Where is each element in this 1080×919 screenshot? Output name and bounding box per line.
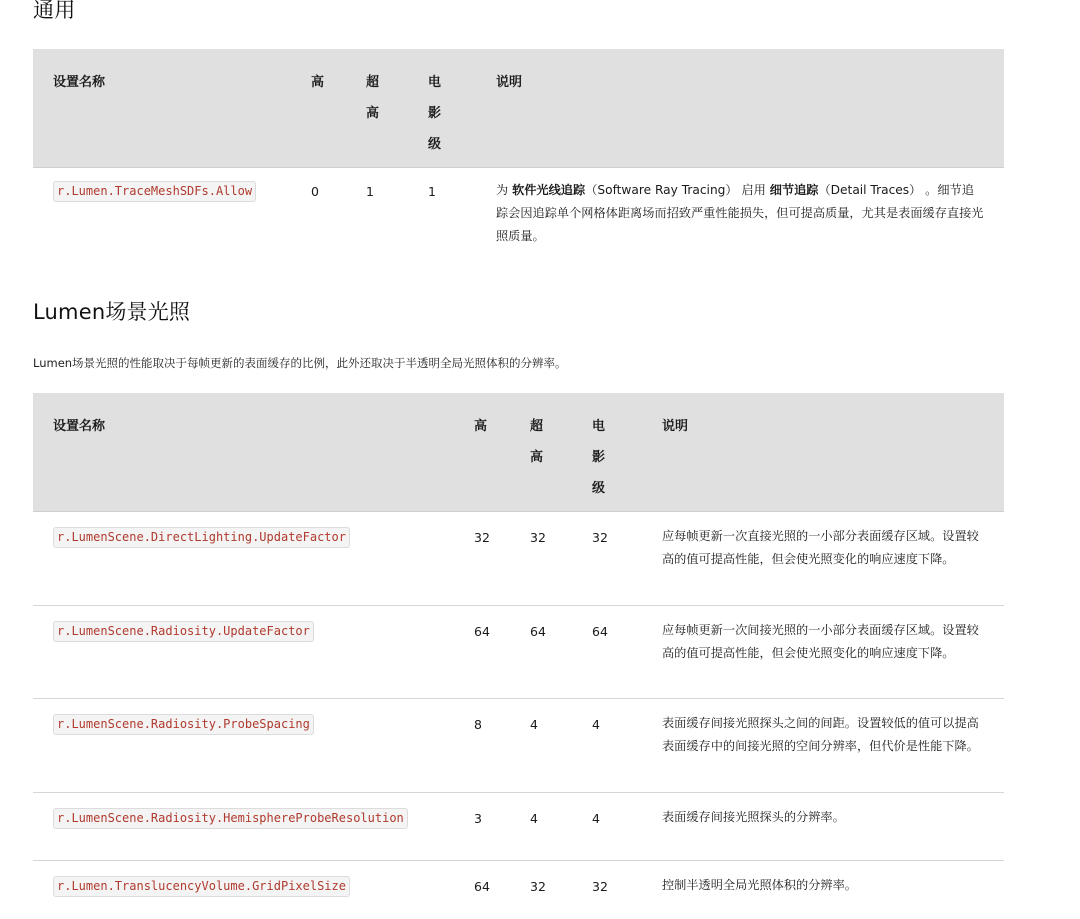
value-cinematic: 1 bbox=[428, 184, 436, 199]
term-software-ray-tracing: 软件光线追踪 bbox=[512, 183, 586, 197]
table-header bbox=[33, 393, 1004, 512]
section-intro: Lumen场景光照的性能取决于每帧更新的表面缓存的比例，此外还取决于半透明全局光照体积的分辨率。 bbox=[33, 356, 567, 370]
description: 表面缓存间接光照探头的分辨率。 bbox=[662, 810, 845, 824]
table-row bbox=[33, 793, 1004, 861]
value-high: 8 bbox=[474, 717, 482, 732]
description: 应每帧更新一次直接光照的一小部分表面缓存区域。设置较高的值可提高性能，但会使光照变化的响应速度下降。 bbox=[662, 529, 979, 566]
value-cinematic: 4 bbox=[592, 717, 600, 732]
value-high: 3 bbox=[474, 811, 482, 826]
table-row bbox=[33, 699, 1004, 793]
value-epic: 4 bbox=[530, 717, 538, 732]
settings-table-general bbox=[33, 49, 1004, 268]
header-description: 说明 bbox=[496, 75, 523, 90]
header-epic: 超 高 bbox=[366, 75, 380, 121]
section-heading-general: 通用 bbox=[33, 0, 76, 22]
value-high: 0 bbox=[311, 184, 319, 199]
value-cinematic: 64 bbox=[592, 624, 608, 639]
value-high: 32 bbox=[474, 530, 490, 545]
setting-name-code: r.LumenScene.DirectLighting.UpdateFactor bbox=[53, 527, 350, 548]
value-cinematic: 32 bbox=[592, 879, 608, 894]
value-epic: 32 bbox=[530, 530, 546, 545]
setting-name-code: r.LumenScene.Radiosity.UpdateFactor bbox=[53, 621, 314, 642]
setting-name-code: r.LumenScene.Radiosity.ProbeSpacing bbox=[53, 714, 314, 735]
header-description: 说明 bbox=[662, 419, 689, 434]
value-epic: 4 bbox=[530, 811, 538, 826]
header-high: 高 bbox=[474, 419, 488, 434]
section-heading-scene-lighting: Lumen场景光照 bbox=[33, 300, 191, 324]
header-setting-name: 设置名称 bbox=[53, 419, 106, 434]
description: 应每帧更新一次间接光照的一小部分表面缓存区域。设置较高的值可提高性能，但会使光照变化的响应速度下降。 bbox=[662, 623, 979, 660]
description: 控制半透明全局光照体积的分辨率。 bbox=[662, 878, 857, 892]
description: 表面缓存间接光照探头之间的间距。设置较低的值可以提高表面缓存中的间接光照的空间分辨率，但代价是性能下降。 bbox=[662, 716, 979, 753]
value-epic: 1 bbox=[366, 184, 374, 199]
value-high: 64 bbox=[474, 879, 490, 894]
header-setting-name: 设置名称 bbox=[53, 75, 106, 90]
header-cinematic: 电 影 级 bbox=[592, 419, 606, 496]
header-high: 高 bbox=[311, 75, 325, 90]
value-cinematic: 4 bbox=[592, 811, 600, 826]
term-detail-traces: 细节追踪 bbox=[769, 183, 819, 197]
table-header bbox=[33, 49, 1004, 168]
value-epic: 64 bbox=[530, 624, 546, 639]
table-row bbox=[33, 512, 1004, 606]
value-epic: 32 bbox=[530, 879, 546, 894]
value-high: 64 bbox=[474, 624, 490, 639]
description: 为 软件光线追踪（Software Ray Tracing） 启用 细节追踪（Detail Traces） 。细节追踪会因追踪单个网格体距离场而招致严重性能损失，但可提高质量，尤其是表面缓存直接光照质量。 bbox=[496, 183, 984, 243]
setting-name-code: r.Lumen.TranslucencyVolume.GridPixelSize bbox=[53, 876, 350, 897]
table-row bbox=[33, 168, 1004, 268]
table-row bbox=[33, 606, 1004, 699]
table-row bbox=[33, 861, 1004, 919]
setting-name-code: r.Lumen.TraceMeshSDFs.Allow bbox=[53, 181, 256, 202]
header-cinematic: 电 影 级 bbox=[428, 75, 442, 152]
setting-name-code: r.LumenScene.Radiosity.HemisphereProbeResolution bbox=[53, 808, 408, 829]
header-epic: 超 高 bbox=[530, 419, 544, 465]
settings-table-scene-lighting bbox=[33, 393, 1004, 919]
value-cinematic: 32 bbox=[592, 530, 608, 545]
